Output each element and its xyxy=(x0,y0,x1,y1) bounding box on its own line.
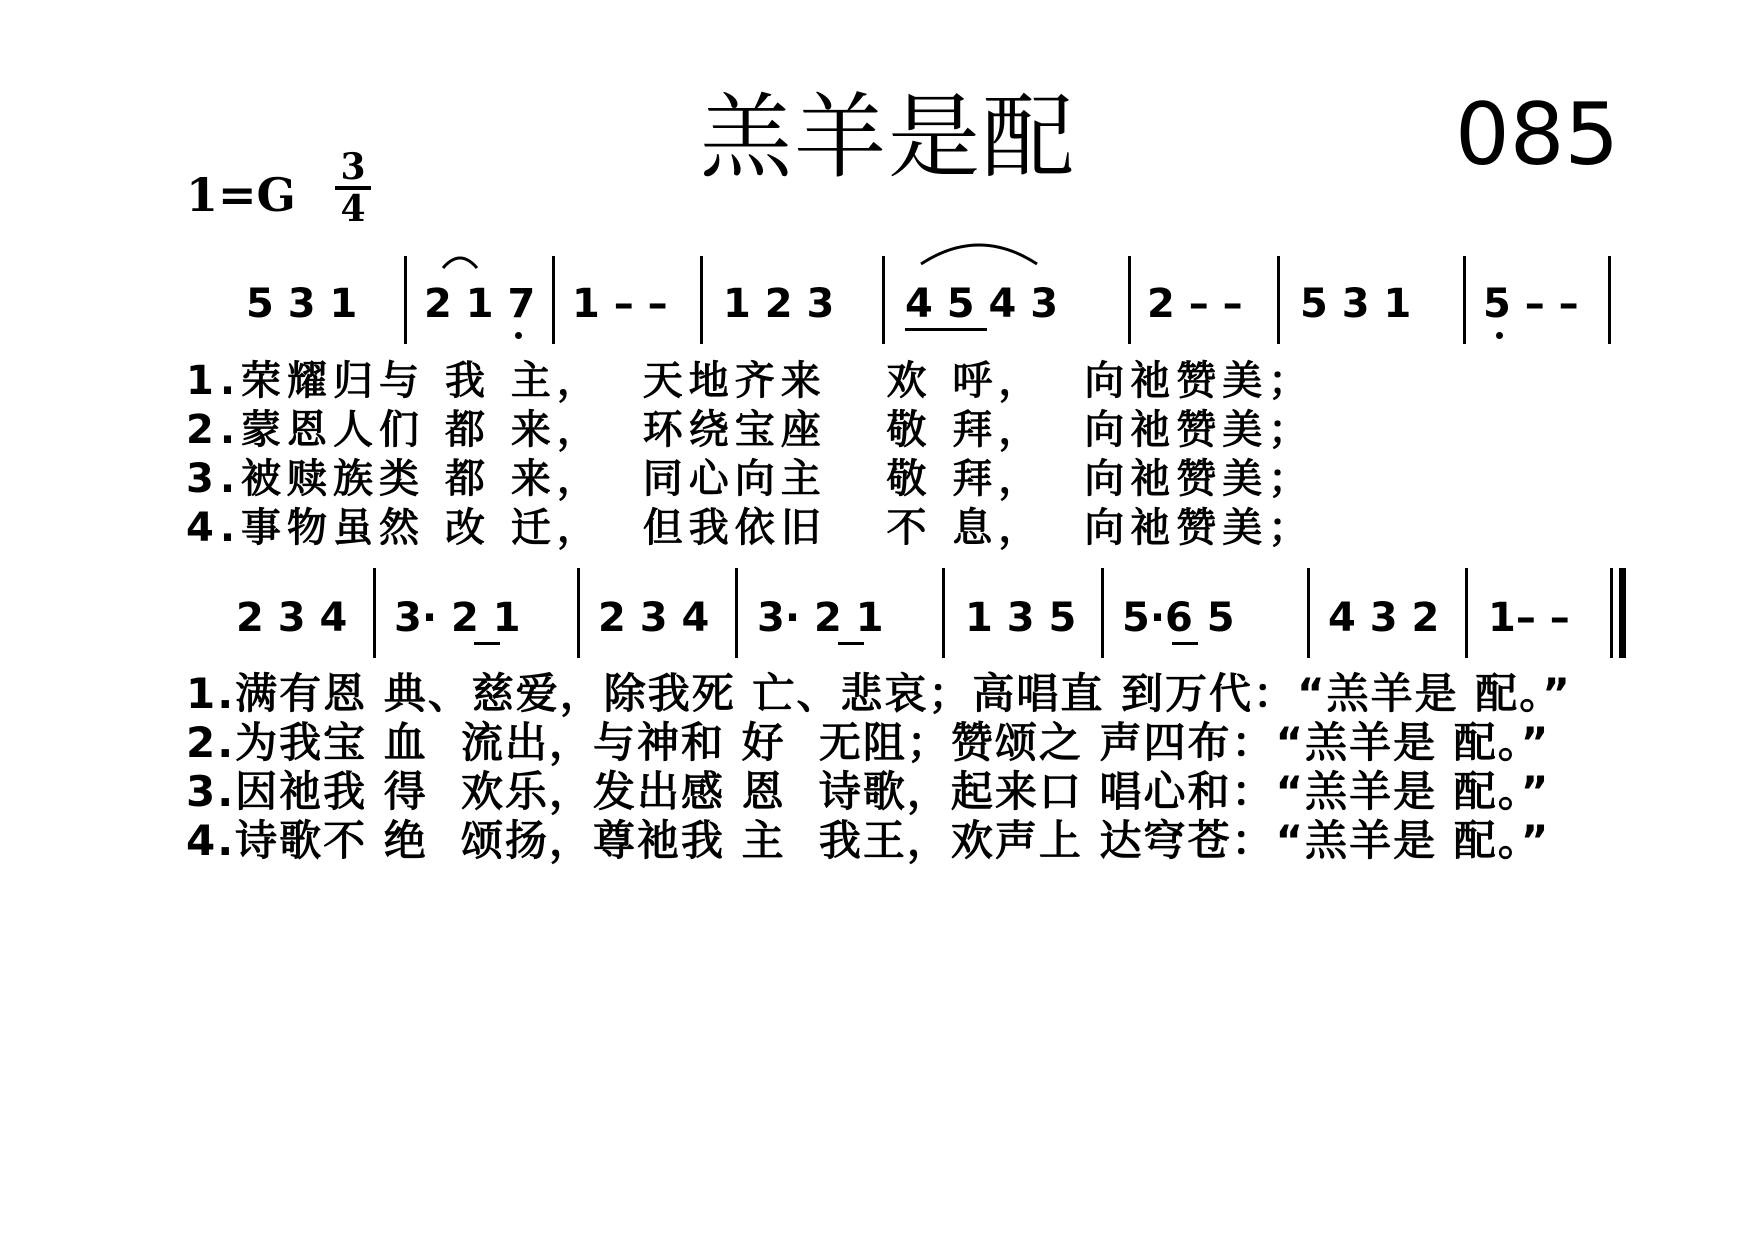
measure-1-7: 5 3 1 xyxy=(1300,281,1412,327)
barline xyxy=(735,568,738,658)
final-barline-thin xyxy=(1610,568,1613,658)
lyric-line-1-verse-2: 2.蒙恩人们 都 来， 环绕宝座 敬 拜， 向祂赞美； xyxy=(186,407,1315,453)
lyric-line-2-verse-2: 2.为我宝 血 流出，与神和 好 无阻；赞颂之 声四布：“羔羊是 配。” xyxy=(186,718,1551,767)
lyric-line-1-verse-4: 4.事物虽然 改 迁， 但我依旧 不 息， 向祂赞美； xyxy=(186,505,1315,551)
beam-underline xyxy=(1172,642,1198,645)
barline xyxy=(882,256,885,344)
lyric-line-2-verse-1: 1.满有恩 典、慈爱，除我死 亡、悲哀；高唱直 到万代：“羔羊是 配。” xyxy=(186,669,1572,718)
beam-underline xyxy=(474,642,500,645)
key-signature: 1=G xyxy=(186,168,296,222)
slur-mark xyxy=(918,234,1040,268)
lyric-line-1-verse-1: 1.荣耀归与 我 主， 天地齐来 欢 呼， 向祂赞美； xyxy=(186,358,1315,404)
lyric-line-2-verse-4: 4.诗歌不 绝 颂扬，尊祂我 主 我王，欢声上 达穹苍：“羔羊是 配。” xyxy=(186,816,1551,865)
measure-2-8: 1– – xyxy=(1488,595,1570,641)
lyric-line-2-verse-3: 3.因祂我 得 欢乐，发出感 恩 诗歌，起来口 唱心和：“羔羊是 配。” xyxy=(186,767,1551,816)
time-signature-numerator: 3 xyxy=(340,146,366,188)
measure-2-3: 2 3 4 xyxy=(598,595,710,641)
barline xyxy=(577,568,580,658)
barline xyxy=(1608,256,1611,344)
time-signature xyxy=(333,148,373,228)
measure-2-7: 4 3 2 xyxy=(1328,595,1440,641)
barline xyxy=(404,256,407,344)
hymn-title: 羔羊是配 xyxy=(700,84,1077,191)
measure-2-2: 3· 2 1 xyxy=(394,595,521,641)
barline xyxy=(552,256,555,344)
barline xyxy=(1101,568,1104,658)
time-signature-denominator: 4 xyxy=(340,188,366,230)
measure-1-4: 1 2 3 xyxy=(723,281,835,327)
measure-2-4: 3· 2 1 xyxy=(757,595,884,641)
measure-2-1: 2 3 4 xyxy=(236,595,348,641)
barline xyxy=(1307,568,1310,658)
barline xyxy=(700,256,703,344)
barline xyxy=(1128,256,1131,344)
barline xyxy=(1463,256,1466,344)
measure-1-3: 1 – – xyxy=(572,281,668,327)
barline xyxy=(942,568,945,658)
slur-mark xyxy=(440,248,480,272)
measure-2-6: 5·6 5 xyxy=(1122,595,1235,641)
barline xyxy=(1277,256,1280,344)
beam-underline xyxy=(838,642,864,645)
low-octave-dot xyxy=(515,332,522,339)
low-octave-dot xyxy=(1496,332,1503,339)
final-barline-thick xyxy=(1619,568,1626,658)
measure-1-1: 5 3 1 xyxy=(246,281,358,327)
beam-underline xyxy=(905,328,987,331)
measure-1-2: 2 1 7 xyxy=(424,281,536,327)
measure-1-8: 5 – – xyxy=(1483,281,1579,327)
measure-1-6: 2 – – xyxy=(1147,281,1243,327)
lyric-line-1-verse-3: 3.被赎族类 都 来， 同心向主 敬 拜， 向祂赞美； xyxy=(186,456,1315,502)
measure-1-5: 4 5 4 3 xyxy=(905,281,1059,327)
hymn-number: 085 xyxy=(1455,85,1620,185)
measure-2-5: 1 3 5 xyxy=(965,595,1077,641)
barline xyxy=(373,568,376,658)
barline xyxy=(1465,568,1468,658)
